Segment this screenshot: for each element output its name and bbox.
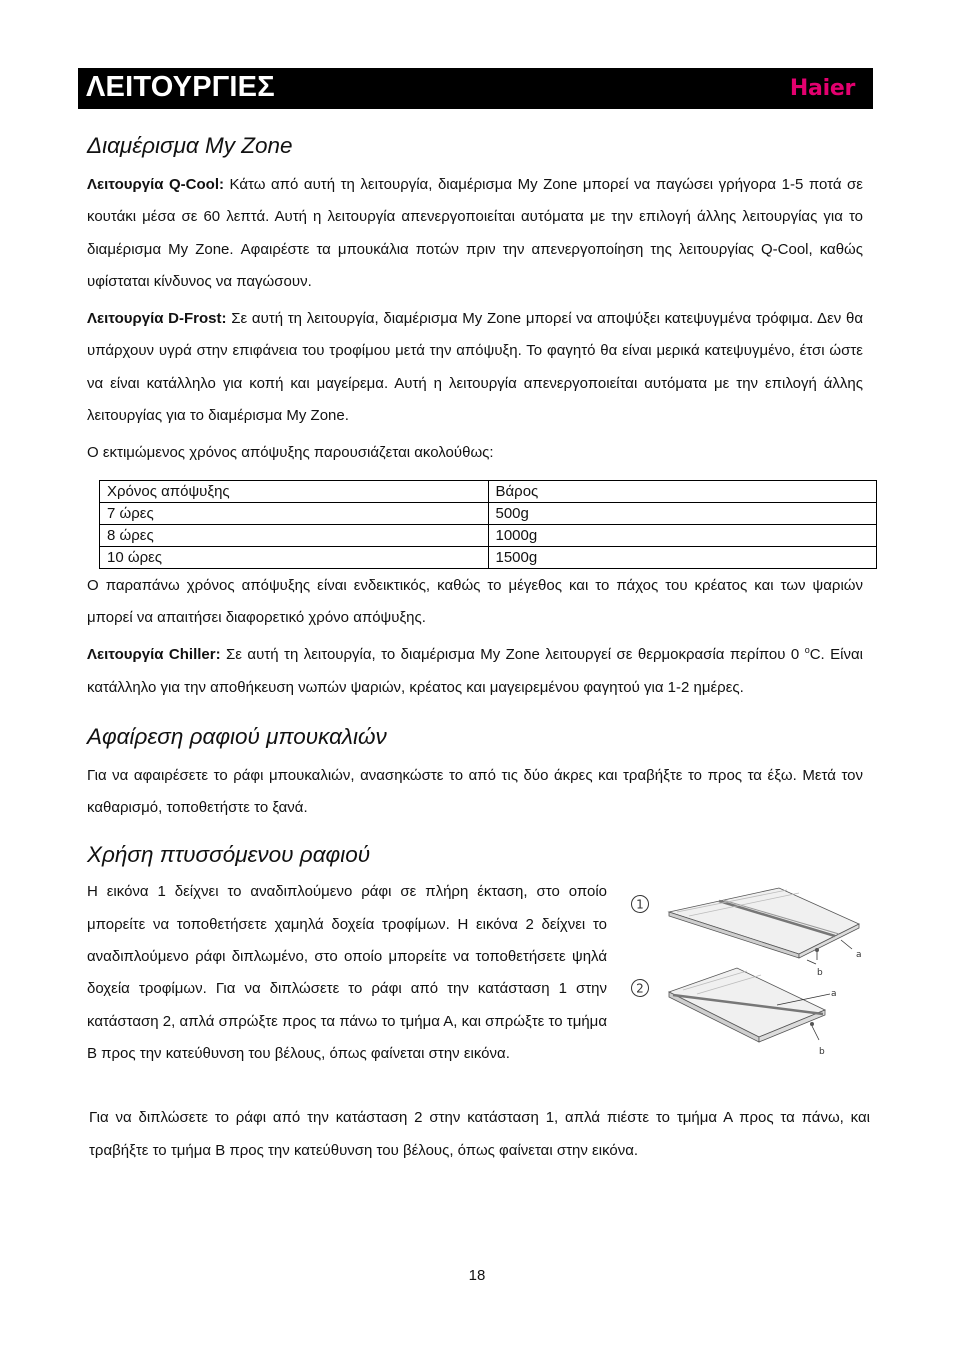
section-heading-folding-shelf: Χρήση πτυσσόμενου ραφιού — [87, 842, 371, 868]
chiller-text-a: Σε αυτή τη λειτουργία, το διαμέρισμα My Zone λειτουργεί σε θερμοκρασία περίπου 0 — [220, 646, 805, 664]
folding-shelf-paragraph: Η εικόνα 1 δείχνει το αναδιπλούμενο ράφι σε πλήρη έκταση, στο οποίο μπορείτε να τοποθετήσετε χαμηλά δοχεία τροφίμων. Η εικόνα 2 δείχνει το αναδιπλούμενο ράφι διπλωμένο, στο οποίο μπορείτε να τοποθετήσετε ψηλά δοχεία τροφίμων. Για να διπλώσετε το ράφι από την κατάσταση 1 στην κατάσταση 2, απλά σπρώξτε προς τα πάνω το τμήμα Α, και σπρώξτε το τμήμα Β προς την κατεύθυνση του βέλους, όπως φαίνεται στην εικόνα. — [87, 883, 607, 1062]
page-header-bar — [78, 68, 873, 109]
figure-label-1: 1 — [636, 897, 644, 912]
table-header-cell: Χρόνος απόψυξης — [100, 480, 489, 502]
dfrost-paragraph — [87, 303, 863, 432]
haier-logo: Haier — [789, 76, 855, 101]
part-a-label-2: a — [831, 989, 837, 1000]
page-number: 18 — [468, 1267, 486, 1284]
extended-shelf-drawing — [669, 888, 859, 964]
part-b-label: b — [817, 968, 823, 979]
table-header-row — [100, 480, 877, 502]
table-cell: 1500g — [488, 546, 877, 568]
table-cell: 10 ώρες — [100, 546, 489, 568]
circle-2-icon — [632, 980, 649, 997]
bottle-shelf-paragraph: Για να αφαιρέσετε το ράφι μπουκαλιών, ανασηκώστε το από τις δύο άκρες και τραβήξτε το προς τα έξω. Μετά τον καθαρισμό, τοποθετήστε το ξανά. — [87, 766, 863, 817]
chiller-text-b: C. Είναι κατάλληλο για την αποθήκευση νωπών ψαριών, κρέατος και μαγειρεμένου φαγητού για 1-2 ημέρες. — [87, 646, 864, 696]
page-title: ΛΕΙΤΟΥΡΓΙΕΣ — [86, 71, 275, 103]
table-cell: 8 ώρες — [100, 524, 489, 546]
page-content — [87, 128, 870, 1167]
table-row — [100, 546, 877, 568]
table-row — [100, 502, 877, 524]
chiller-paragraph — [87, 639, 863, 704]
table-header-cell: Βάρος — [488, 480, 877, 502]
thaw-time-table — [99, 480, 877, 569]
table-cell: 500g — [488, 502, 877, 524]
table-cell: 1000g — [488, 524, 877, 546]
folding-shelf-diagram — [627, 882, 867, 1072]
folding-shelf-block — [87, 876, 863, 1102]
section-heading-bottle-shelf: Αφαίρεση ραφιού μπουκαλιών — [87, 723, 387, 749]
table-row — [100, 524, 877, 546]
qcool-label: Λειτουργία Q-Cool: — [87, 176, 224, 193]
thaw-table-intro: Ο εκτιμώμενος χρόνος απόψυξης παρουσιάζεται ακολούθως: — [87, 444, 494, 462]
part-a-label: a — [856, 950, 862, 961]
section-heading-my-zone: Διαμέρισμα My Zone — [87, 133, 293, 158]
thaw-table-note: Ο παραπάνω χρόνος απόψυξης είναι ενδεικτικός, καθώς το μέγεθος και το πάχος του κρέατος και των ψαριών μπορεί να απαιτήσει διαφορετικό χρόνο απόψυξης. — [87, 576, 863, 626]
table-cell: 7 ώρες — [100, 502, 489, 524]
qcool-paragraph — [87, 169, 863, 298]
part-b-label-2: b — [819, 1047, 825, 1058]
dfrost-label: Λειτουργία D-Frost: — [87, 310, 227, 328]
folded-shelf-drawing — [669, 968, 830, 1042]
degree-mark: o — [804, 645, 810, 656]
dfrost-text: Σε αυτή τη λειτουργία, διαμέρισμα My Zone μπορεί να αποψύξει κατεψυγμένα τρόφιμα. Δεν θα υπάρχουν υγρά στην επιφάνεια του τροφίμου μετά την απόψυξη. Το φαγητό θα είναι μερικά κατεψυγμένο, έτσι ώστε να είναι κατάλληλο για κοπή και μαγείρεμα. Αυτή η λειτουργία απενεργοποιείται αυτόματα με την επιλογή άλλης λειτουργίας για το διαμέρισμα My Zone. — [87, 310, 863, 425]
qcool-text: Κάτω από αυτή τη λειτουργία, διαμέρισμα My Zone μπορεί να παγώσει γρήγορα 1-5 ποτά σε κουτάκι μέσα σε 60 λεπτά. Αυτή η λειτουργία απενεργοποιείται αυτόματα με την επιλογή άλλης λειτουργίας για το διαμέρισμα My Zone. Αφαιρέστε τα μπουκάλια ποτών πριν την απενεργοποίηση της λειτουργίας Q-Cool, καθώς υφίσταται κίνδυνος να παγώσουν. — [87, 176, 863, 290]
folding-shelf-paragraph-2: Για να διπλώσετε το ράφι από την κατάσταση 2 στην κατάσταση 1, απλά πιέστε το τμήμα Α προς τα πάνω, και τραβήξτε το τμήμα Β προς την κατεύθυνση του βέλους, όπως φαίνεται στην εικόνα. — [89, 1109, 870, 1159]
figure-label-2: 2 — [636, 981, 644, 996]
circle-1-icon — [632, 896, 649, 913]
chiller-label: Λειτουργία Chiller: — [87, 646, 221, 664]
